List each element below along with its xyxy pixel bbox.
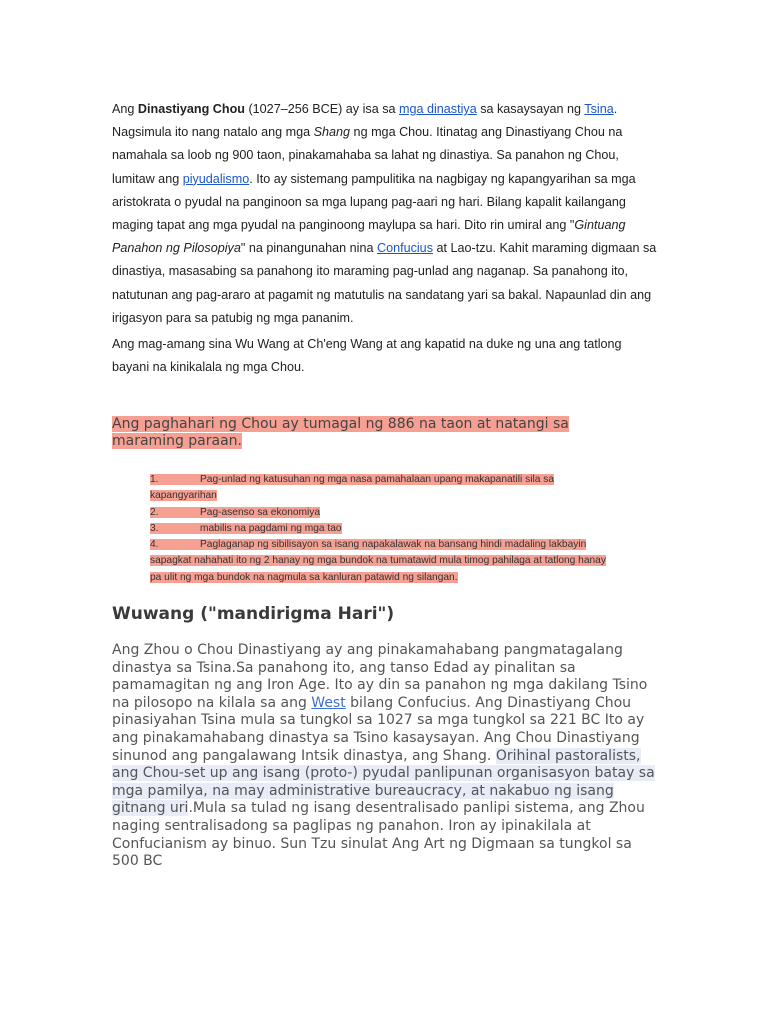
link-mga-dinastiya[interactable]: mga dinastiya — [399, 102, 477, 116]
heroes-paragraph: Ang mag-amang sina Wu Wang at Ch'eng Wang at ang kapatid na duke ng una ang tatlong bayani na kinikalala ng mga Chou. — [112, 337, 622, 375]
list-item — [150, 505, 620, 521]
link-confucius[interactable]: Confucius — [376, 241, 433, 256]
list-number: 1. — [150, 474, 159, 485]
highlighted-text: Ang paghahari ng Chou ay tumagal ng 886 na taon at natangi sa maraming paraan. — [112, 416, 569, 449]
link-piyudalismo[interactable]: piyudalismo — [182, 171, 250, 186]
text-run: bilang Confucius. Ang Dinastiyang Chou pinasiyahan Tsina mula sa tungkol sa 1027 sa mga tungkol sa 221 BC Ito ay ang pinakamahabang dinastya sa Tsino kasaysayan. Ang Chou Dinastiyang sinunod ang pangalawang Intsik dinastya, ang Shang. — [112, 694, 645, 764]
list-number: 4. — [150, 539, 159, 551]
selected-text[interactable]: Orihinal pastoralists, ang Chou-set up ang isang (proto-) pyudal panlipunan organisasyon batay sa mga pamilya, na may administrative bureaucracy, at nakabuo ng isang gitnang uri — [112, 747, 655, 817]
list-text: mabilis na pagdami ng mga tao — [200, 522, 342, 534]
list-item — [150, 472, 620, 505]
italic-term: Shang — [313, 125, 351, 140]
text-run: ng mga Chou. Itinatag ang Dinastiyang Chou na namahala sa loob ng 900 taon, pinakamahaba sa lahat ng dinastiya. Sa panahon ng Chou, lumitaw ang — [112, 125, 623, 186]
intro-paragraph — [112, 98, 657, 330]
link-tsina[interactable]: Tsina — [584, 102, 614, 116]
text-run: " na pinangunahan nina — [240, 241, 377, 256]
text-run: Ang — [112, 102, 138, 116]
text-run: sa kasaysayan ng — [476, 102, 585, 116]
text-run: . Ito ay sistemang pampulitika na nagbigay ng kapangyarihan sa mga aristokrata o pyudal na panginoon sa mga lupang pag-aari ng hari. Bilang kapalit kailangang maging tapat ang mga pyudal na panginoong maylupa sa hari. Dito rin umiral ang " — [112, 171, 636, 233]
bold-term: Dinastiyang Chou — [137, 102, 245, 116]
list-item — [150, 521, 620, 537]
italic-term: Gintuang Panahon ng Pilosopiya — [112, 218, 626, 256]
text-run: (1027–256 BCE) ay isa sa — [244, 102, 399, 116]
text-run: Ang Zhou o Chou Dinastiyang ay ang pinakamahabang pangmatagalang dinastya sa Tsina.Sa panahong ito, ang tanso Edad ay pinalitan sa pamamagitan ng ang Iron Age. Ito ay din sa panahon ng mga dakilang Tsino na pilosopo na kilala sa ang — [112, 642, 648, 711]
list-item — [150, 537, 620, 586]
text-run: .Mula sa tulad ng isang desentralisado panlipi sistema, ang Zhou naging sentralisadong sa paglipas ng panahon. Iron ay ipinakilala at Confucianism ay binuo. Sun Tzu sinulat Ang Art ng Digmaan sa tungkol sa 500 BC — [112, 800, 645, 870]
text-run: at Lao-tzu. Kahit maraming digmaan sa dinastiya, masasabing sa panahong ito maraming pag-unlad ang naganap. Sa panahong ito, natutunan ang pag-araro at pagamit ng matutulis na sandatang yari sa bakal. Napaunlad din ang irigasyon para sa patubig ng mga pananim. — [112, 241, 657, 325]
highlighted-heading — [112, 416, 632, 450]
section-heading: Wuwang ("mandirigma Hari") — [112, 604, 395, 624]
list-number: 3. — [150, 522, 159, 534]
list-number: 2. — [150, 506, 159, 518]
zhou-paragraph — [112, 642, 657, 871]
list-text: Pag-asenso sa ekonomiya — [200, 506, 321, 518]
numbered-list — [150, 472, 620, 586]
list-text: Pag-unlad ng katusuhan ng mga nasa pamahalaan upang makapanatili sila sa kapangyarihan — [150, 474, 554, 502]
link-west[interactable]: West — [311, 694, 346, 711]
list-text: Paglaganap ng sibilisayon sa isang napakalawak na bansang hindi madaling lakbayin sapagkat nahahati ito ng 2 hanay ng mga bundok na tumatawid mula timog pahilaga at tatlong hanay pa ulit ng mga bundok na nagmula sa kanluran patawid ng silangan. — [150, 539, 606, 583]
text-run: . Nagsimula ito nang natalo ang mga — [112, 102, 618, 140]
